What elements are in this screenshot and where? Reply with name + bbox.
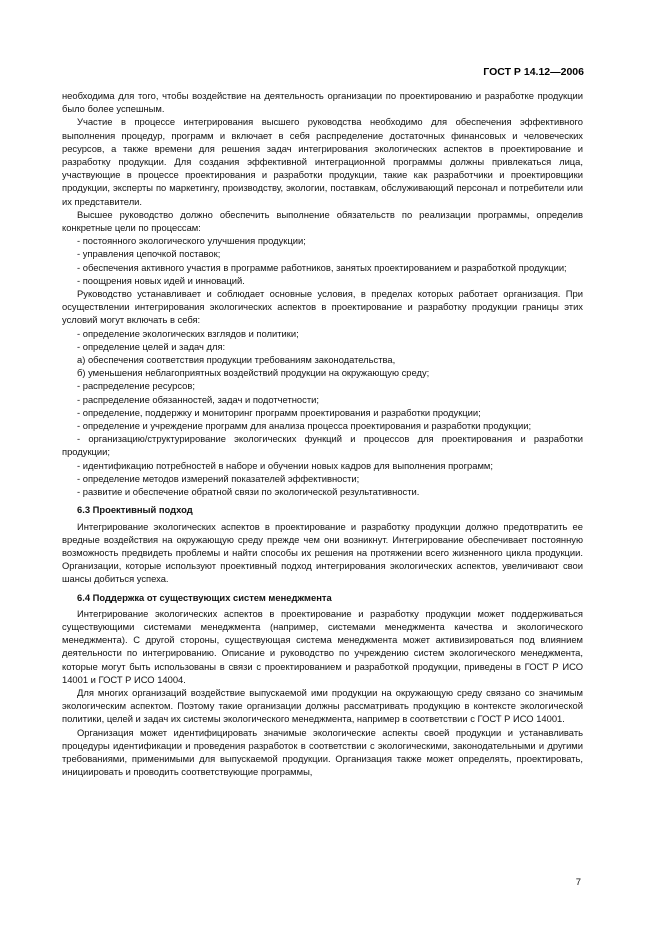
paragraph: Высшее руководство должно обеспечить выполнение обязательств по реализации программы, определив конкретные цели по процессам: <box>62 208 583 234</box>
list-item: - идентификацию потребностей в наборе и обучении новых кадров для выполнения программ; <box>77 459 493 471</box>
list-item: - постоянного экологического улучшения продукции; <box>77 235 306 247</box>
page-header: ГОСТ Р 14.12—2006 <box>483 66 584 78</box>
list-item: - распределение ресурсов; <box>77 380 195 392</box>
paragraph: Организация может идентифицировать значимые экологические аспекты своей продукции и устанавливать процедуры идентификации и проведения разработок в соответствии с экологическими, законодательными и другими требованиями, применимыми для выпускаемой продукции. Организация также может определять, проектировать, инициировать и проводить соответствующие программы, <box>62 726 583 778</box>
list-item: - развитие и обеспечение обратной связи по экологической результативности. <box>77 486 420 498</box>
section-heading-6-4: 6.4 Поддержка от существующих систем менеджмента <box>77 591 332 603</box>
list-item: а) обеспечения соответствия продукции требованиям законодательства, <box>77 354 396 366</box>
paragraph: Руководство устанавливает и соблюдает основные условия, в пределах которых работает организация. При осуществлении интегрирования экологических аспектов в проектирование и разработку продукции границы этих условий могут включать в себя: <box>62 288 583 326</box>
list-item: б) уменьшения неблагоприятных воздействий продукции на окружающую среду; <box>77 367 430 379</box>
paragraph: Интегрирование экологических аспектов в проектирование и разработку продукции может поддерживаться существующими системами менеджмента (например, системами менеджмента качества и экологического менеджмента). С другой стороны, существующая система менеджмента может активизироваться под влиянием деятельности по интегрированию. Описание и руководство по учреждению систем экологического менеджмента, которые могут быть использованы в связи с проектированием и разработкой продукции, приведены в ГОСТ Р ИСО 14001 и ГОСТ Р ИСО 14004. <box>62 607 583 685</box>
page-content <box>62 89 583 778</box>
list-item: - управления цепочкой поставок; <box>77 248 221 260</box>
list-item: - обеспечения активного участия в программе работников, занятых проектированием и разработкой продукции; <box>77 261 567 273</box>
section-heading-6-3: 6.3 Проективный подход <box>77 504 193 516</box>
paragraph: Участие в процессе интегрирования высшего руководства необходимо для обеспечения эффективного выполнения процедур, программ и включает в себя распределение достаточных финансовых и человеческих ресурсов, а также времени для решения задач интегрирования экологических аспектов в проектирование и разработку продукции. Для создания эффективной интеграционной программы должны привлекаться лица, участвующие в процессе проектирования и разработки продукции, такие как разработчики и проектировщики продукции, эксперты по маркетингу, производству, экологии, поставкам, обслуживающий персонал и потребители или их представители. <box>62 116 583 207</box>
list-item: - определение экологических взглядов и политики; <box>77 327 299 339</box>
list-item: - организацию/структурирование экологических функций и процессов для проектирования и разработки продукции; <box>62 433 583 458</box>
list-item: - определение целей и задач для: <box>77 340 226 352</box>
list-item: - определение, поддержку и мониторинг программ проектирования и разработки продукции; <box>77 406 481 418</box>
list-item: - распределение обязанностей, задач и подотчетности; <box>77 393 319 405</box>
paragraph: Для многих организаций воздействие выпускаемой ими продукции на окружающую среду связано со значимым экологическим аспектом. Поэтому такие организации должны рассматривать продукцию в контексте экологической политики, целей и задач их системы экологического менеджмента, например в соответствии с ГОСТ Р ИСО 14001. <box>62 686 583 725</box>
paragraph: необходима для того, чтобы воздействие на деятельность организации по проектированию и разработке продукции было более успешным. <box>62 90 583 115</box>
list-item: - поощрения новых идей и инноваций. <box>77 274 245 286</box>
list-item: - определение и учреждение программ для анализа процесса проектирования и разработки продукции; <box>77 420 532 432</box>
paragraph: Интегрирование экологических аспектов в проектирование и разработку продукции должно предотвратить ее вредные воздействия на окружающую среду прежде чем они возникнут. Интегрирование обеспечивает постоянную возможность предвидеть проблемы и найти способы их решения на протяжении всего жизненного цикла продукции. Организации, которые используют проективный подход интегрирования экологических аспектов, увеличивают свои шансы добиться успеха. <box>62 520 583 585</box>
page-number: 7 <box>575 877 581 888</box>
list-item: - определение методов измерений показателей эффективности; <box>77 472 360 484</box>
